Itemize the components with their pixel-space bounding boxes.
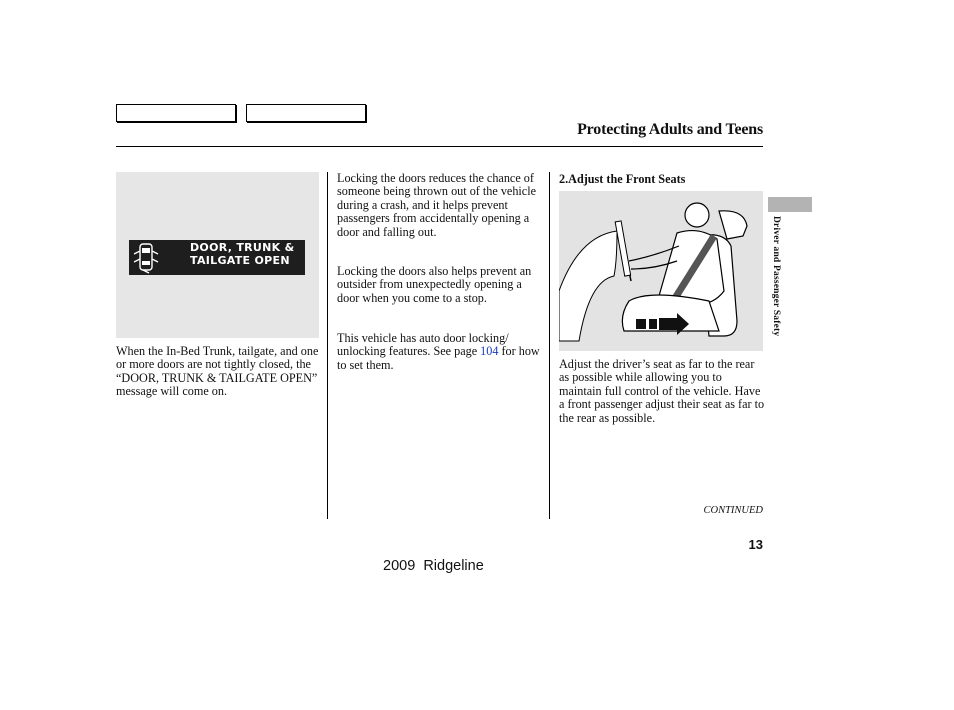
seat-adjust-illustration — [559, 191, 763, 351]
door-open-icon — [131, 240, 161, 275]
page-number: 13 — [748, 537, 763, 552]
page-link[interactable]: 104 — [480, 344, 499, 359]
section-heading: 2.Adjust the Front Seats — [559, 172, 686, 186]
locking-paragraph-2: Locking the doors also helps prevent an outsider from unexpectedly opening a door when you come to a stop. — [337, 264, 532, 305]
display-message-line-2: TAILGATE OPEN — [190, 254, 290, 267]
auto-lock-text: This vehicle has auto door locking/ unlocking features. See page — [337, 331, 509, 359]
section-tab — [768, 197, 812, 212]
title-divider — [116, 146, 763, 147]
section-tab-label: Driver and Passenger Safety — [771, 216, 781, 337]
continued-label: CONTINUED — [703, 505, 763, 516]
locking-paragraph-1: Locking the doors reduces the chance of someone being thrown out of the vehicle during a crash, and it helps prevent passengers from accidentally opening a door and falling out. — [337, 171, 537, 239]
auto-lock-paragraph — [337, 332, 543, 372]
column-divider-1 — [327, 172, 328, 519]
model-footer: 2009 Ridgeline — [383, 558, 484, 574]
page-title: Protecting Adults and Teens — [577, 121, 763, 138]
display-message-line-1: DOOR, TRUNK & — [190, 241, 295, 254]
door-open-paragraph: When the In-Bed Trunk, tailgate, and one or more doors are not tightly closed, the “DOOR, TRUNK & TAILGATE OPEN” message will come on. — [116, 344, 319, 399]
column-divider-2 — [549, 172, 550, 519]
nav-box-contents[interactable] — [116, 104, 236, 122]
display-message — [190, 241, 294, 267]
seat-adjust-paragraph: Adjust the driver’s seat as far to the rear as possible while allowing you to maintain full control of the vehicle. Have a front passenger adjust their seat as far to the rear as possible. — [559, 357, 765, 425]
nav-box-index[interactable] — [246, 104, 366, 122]
auto-lock-text-end: for how to set them. — [337, 344, 540, 372]
